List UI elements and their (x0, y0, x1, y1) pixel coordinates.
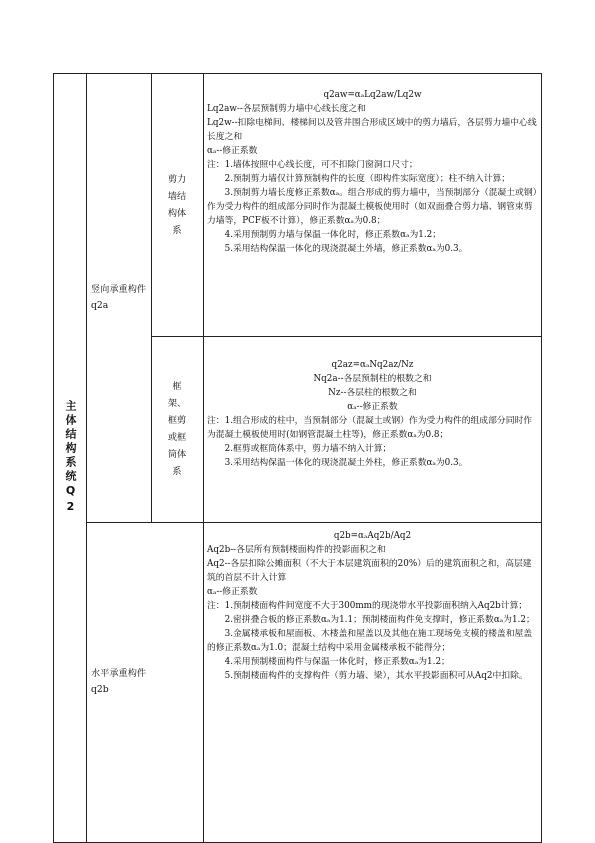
shear-wall-system-label: 剪力墙结构体系 (167, 174, 187, 236)
horizontal-category-label: 水平承重构件 q2b (91, 668, 147, 695)
note: 3.预制剪力墙长度修正系数αₐ。组合形成的剪力墙中，当预制部分（混凝土或钢）作为受力构件的组成部分同时作为混凝土模板使用时（如双面叠合剪力墙、钢管束剪力墙等，PCF板不计算），修正系数αₐ为0.8； (207, 188, 538, 226)
shear-wall-content (204, 88, 541, 256)
frame-content (204, 358, 541, 470)
note: 注：1.组合形成的柱中，当预制部分（混凝土或钢）作为受力构件的组成部分同时作为混凝土模板使用时(如钢管混凝土柱等)，修正系数αₐ为0.8； (207, 416, 533, 440)
row-header: 主体结构系统Q2 (64, 400, 77, 516)
definition: Nq2a--各层预制柱的根数之和 (313, 374, 432, 384)
frame-system-label: 框架、框剪或框筒体系 (167, 381, 187, 477)
note: 注：1.预制楼面构件间宽度不大于300mm的现浇带水平投影面积纳入Aq2b计算； (207, 601, 528, 611)
formula: q2b=αₐAq2b/Aq2 (333, 531, 412, 541)
divider (86, 522, 541, 523)
note: 4.采用预制楼面构件与保温一体化时，修正系数αₐ为1.2； (224, 657, 450, 667)
definition: Lq2w--扣除电梯间、楼梯间以及管井围合形成区域中的剪力墙后，各层剪力墙中心线长度之和 (207, 118, 537, 142)
formula: q2az=αₐNq2az/Nz (331, 360, 414, 370)
formula: q2aw=αₐLq2aw/Lq2w (323, 90, 422, 100)
note: 5.预制楼面构件的支撑构件（剪力墙、梁），其水平投影面积可从Aq2中扣除。 (224, 671, 528, 681)
note: 3.金属楼承板和屋面板、木楼盖和屋盖以及其他在施工现场免支模的楼盖和屋盖的修正系数αₐ为1.0；混凝土结构中采用金属楼承板不能得分； (207, 629, 533, 653)
note: 2.密拼叠合板的修正系数αₐ为1.1；预制楼面构件免支撑时，修正系数αₐ为1.2； (224, 615, 535, 625)
horizontal-content (204, 529, 541, 683)
definition: αₐ--修正系数 (207, 146, 258, 156)
note: 2.预制剪力墙仅计算预制构件的长度（即构件实际宽度）；柱不纳入计算； (224, 174, 511, 184)
definition: Aq2b--各层所有预制楼面构件的投影面积之和 (207, 545, 386, 555)
definition: αₐ--修正系数 (347, 402, 398, 412)
note: 3.采用结构保温一体化的现浇混凝土外柱，修正系数αₐ为0.3。 (224, 458, 468, 468)
definition: Nz--各层柱的根数之和 (328, 388, 417, 398)
note: 2.框剪或框筒体系中，剪力墙不纳入计算； (224, 444, 392, 454)
note: 注：1.墙体按照中心线长度，可不扣除门窗洞口尺寸； (207, 160, 418, 170)
definition: αₐ--修正系数 (207, 587, 258, 597)
definition: Aq2--各层扣除公摊面积（不大于本层建筑面积的20%）后的建筑面积之和，高层建筑的首层不计入计算 (207, 559, 532, 583)
vertical-category-label: 竖向承重构件 q2a (91, 284, 147, 311)
divider (151, 336, 541, 337)
note: 4.采用预制剪力墙与保温一体化时，修正系数αₐ为1.2； (224, 230, 442, 240)
definition: Lq2aw--各层预制剪力墙中心线长度之和 (207, 104, 366, 114)
note: 5.采用结构保温一体化的现浇混凝土外墙，修正系数αₐ为0.3。 (224, 244, 468, 254)
divider (86, 74, 87, 842)
score-table (53, 73, 542, 843)
